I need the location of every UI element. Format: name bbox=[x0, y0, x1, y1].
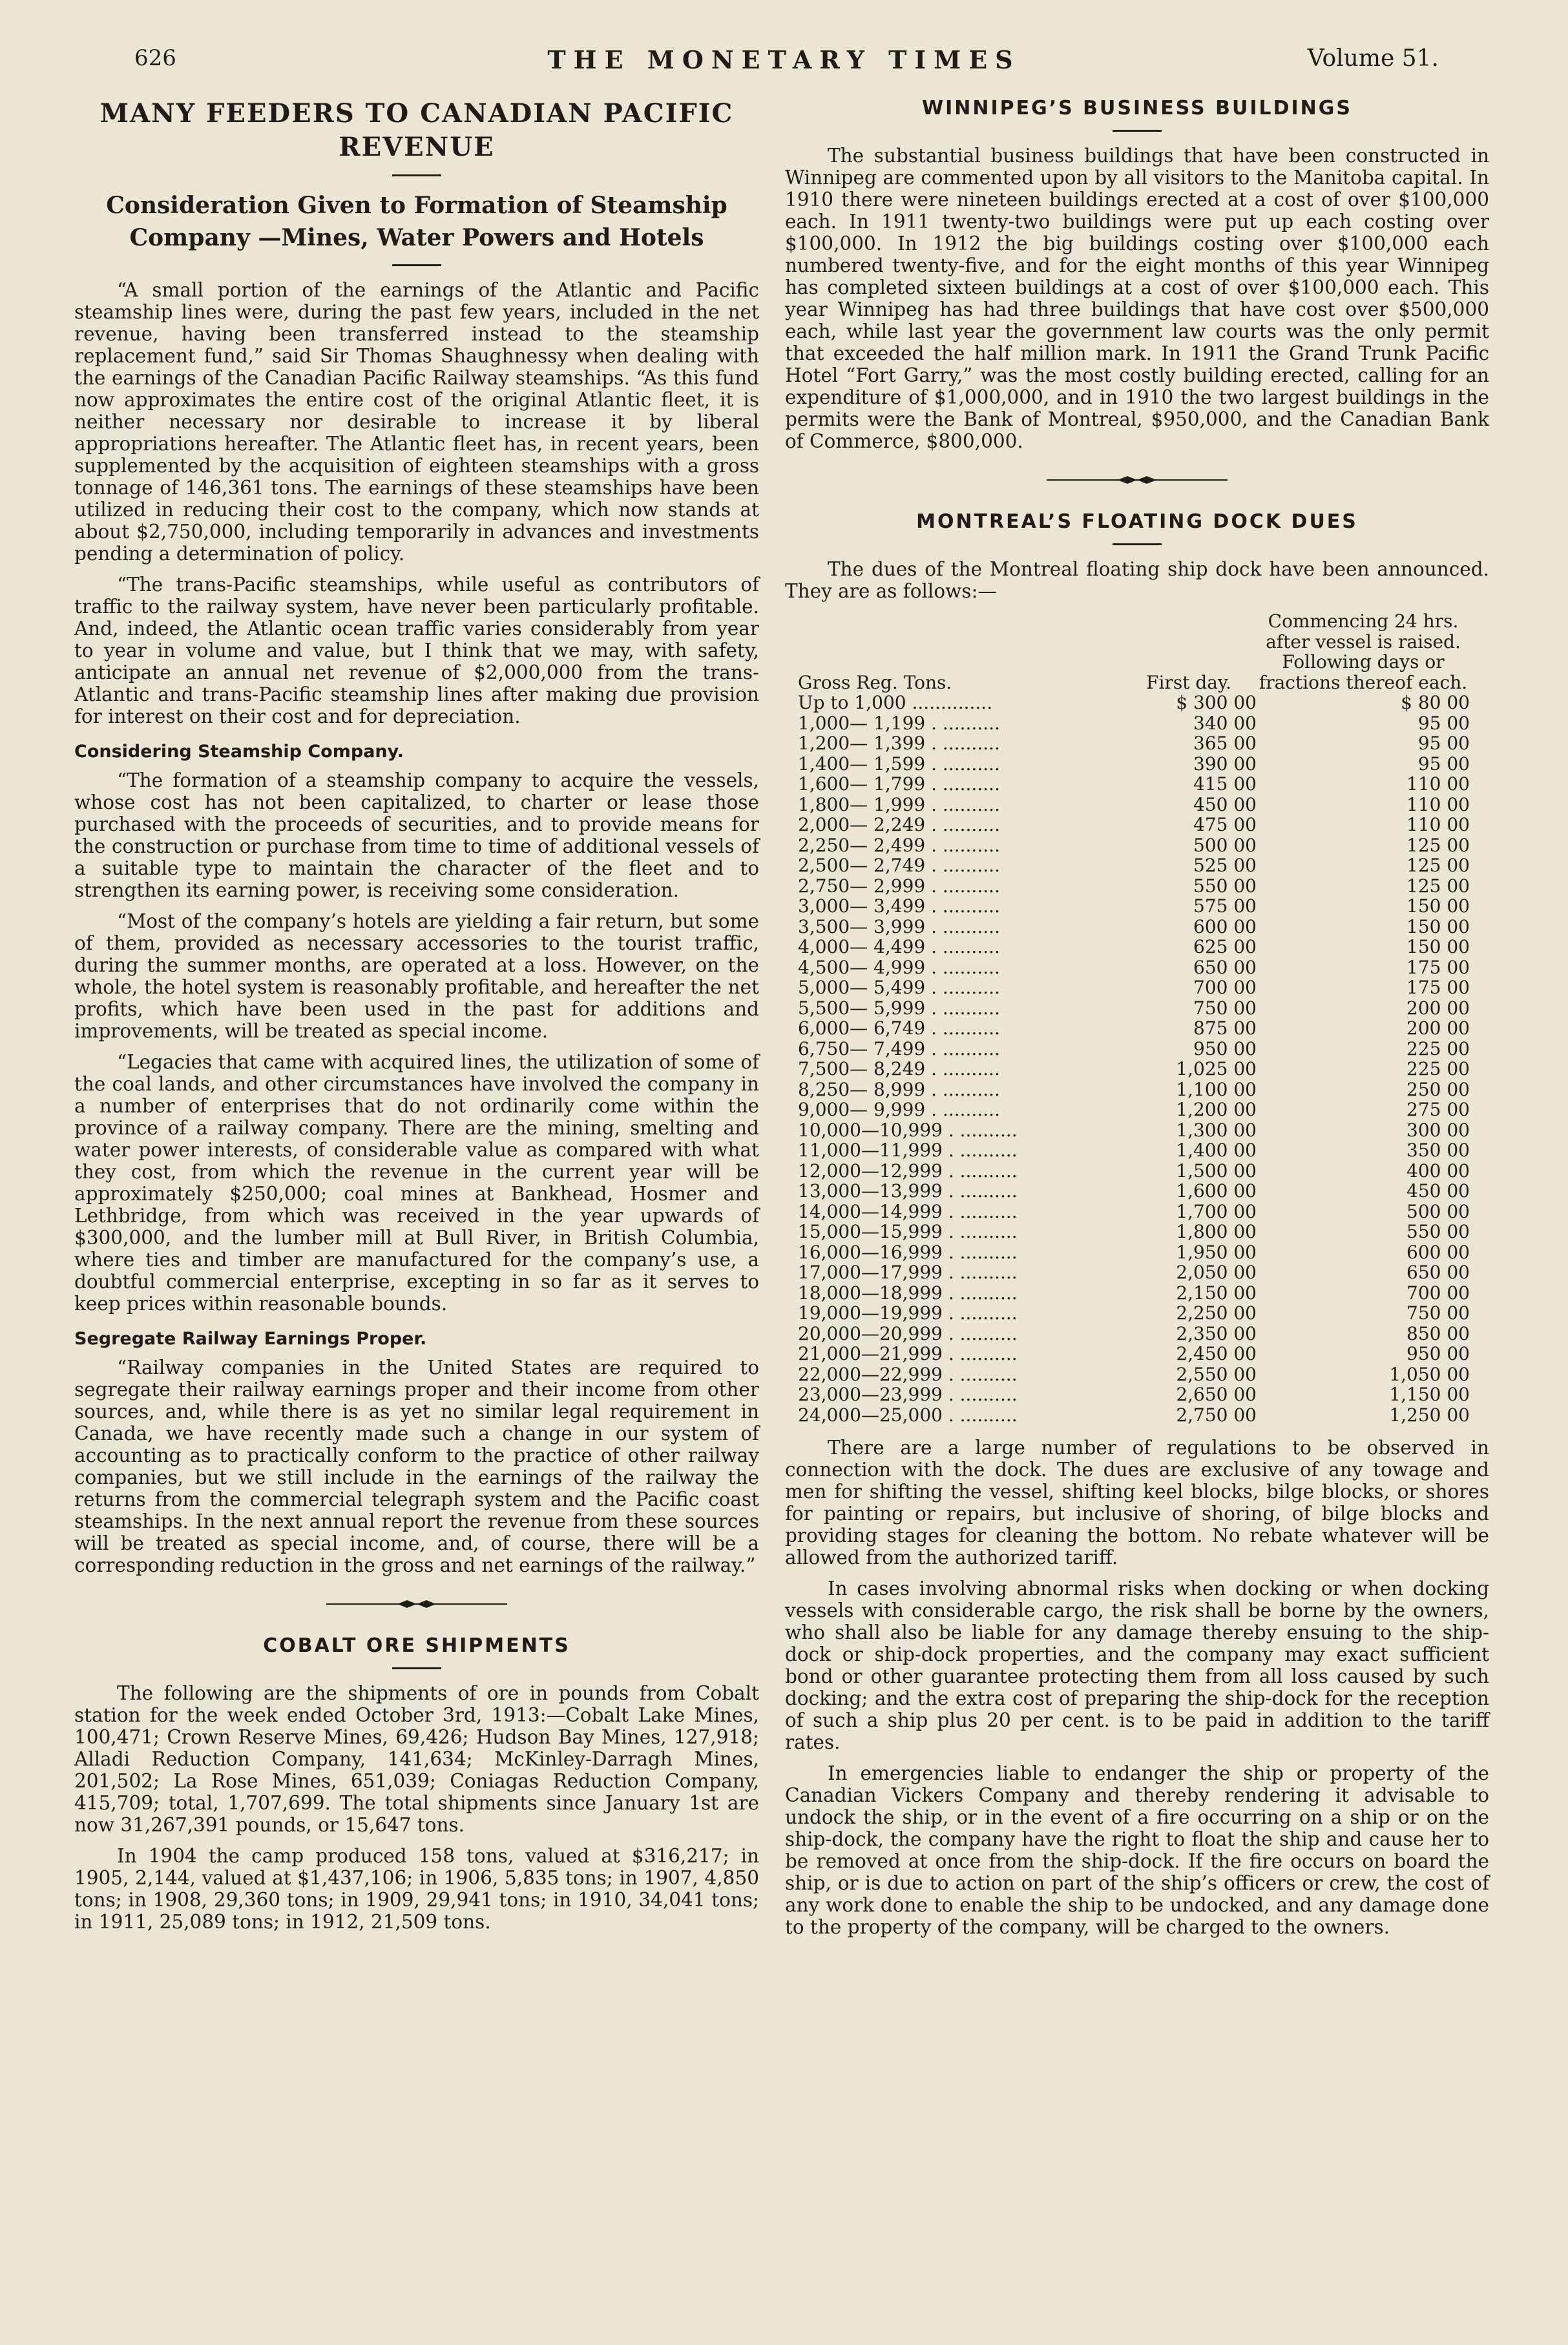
ornament-divider-icon bbox=[320, 1598, 514, 1610]
later-days-cell: 1,150 00 bbox=[1389, 1384, 1470, 1405]
table-row bbox=[798, 774, 1470, 795]
table-row bbox=[798, 1262, 1470, 1283]
tons-cell: 21,000—21,999 . .......... bbox=[798, 1343, 1018, 1364]
later-days-cell: 125 00 bbox=[1406, 834, 1470, 856]
table-row bbox=[798, 896, 1470, 917]
later-days-cell: 300 00 bbox=[1406, 1119, 1470, 1141]
tons-cell: 23,000—23,999 . .......... bbox=[798, 1384, 1018, 1405]
tons-cell: Up to 1,000 .............. bbox=[798, 692, 993, 713]
tons-cell: 13,000—13,999 . .......... bbox=[798, 1180, 1018, 1202]
tons-cell: 20,000—20,999 . .......... bbox=[798, 1322, 1018, 1344]
first-day-cell: 750 00 bbox=[1193, 997, 1257, 1019]
table-row bbox=[798, 937, 1470, 957]
first-day-cell: 550 00 bbox=[1193, 875, 1257, 897]
cpr-paragraph-4: “Most of the company’s hotels are yielding a fair return, but some of them, provided as necessary accessories to the tourist traffic, during the summer months, are operated at a loss. However, on the whole, the hotel system is reasonably profitable, and hereafter the net profits, which have been used in the past for additions and improvements, will be treated as special income. bbox=[74, 910, 759, 1042]
later-days-cell: 700 00 bbox=[1406, 1282, 1470, 1304]
later-days-cell: 225 00 bbox=[1406, 1037, 1470, 1059]
table-row bbox=[798, 1079, 1470, 1100]
first-day-cell: 1,950 00 bbox=[1176, 1241, 1257, 1263]
header-gross-tons: Gross Reg. Tons. bbox=[798, 671, 952, 693]
first-day-cell: 475 00 bbox=[1193, 814, 1257, 835]
winnipeg-rule bbox=[1113, 130, 1162, 132]
tons-cell: 16,000—16,999 . .......... bbox=[798, 1241, 1018, 1263]
page-number: 626 bbox=[134, 45, 176, 71]
later-days-cell: 175 00 bbox=[1406, 977, 1470, 998]
first-day-cell: 340 00 bbox=[1193, 712, 1257, 734]
later-days-cell: 175 00 bbox=[1406, 956, 1470, 978]
table-row bbox=[798, 1384, 1470, 1405]
tons-cell: 1,000— 1,199 . .......... bbox=[798, 712, 1000, 734]
right-column bbox=[785, 97, 1489, 1947]
later-days-cell: 225 00 bbox=[1406, 1058, 1470, 1079]
later-days-cell: 95 00 bbox=[1417, 733, 1470, 754]
dock-intro: The dues of the Montreal floating ship dock have been announced. They are as follows:— bbox=[785, 558, 1489, 602]
table-row bbox=[798, 1140, 1470, 1161]
first-day-cell: 500 00 bbox=[1193, 834, 1257, 856]
cpr-subhead-steamship: Considering Steamship Company. bbox=[74, 742, 404, 762]
tons-cell: 6,750— 7,499 . .......... bbox=[798, 1037, 1000, 1059]
later-days-cell: 200 00 bbox=[1406, 997, 1470, 1019]
later-days-cell: 450 00 bbox=[1406, 1180, 1470, 1202]
table-row bbox=[798, 1303, 1470, 1324]
volume-label: Volume 51. bbox=[1307, 45, 1439, 72]
cobalt-paragraph-2: In 1904 the camp produced 158 tons, valued at $316,217; in 1905, 2,144, valued at $1,437,106; in 1906, 5,835 tons; in 1907, 4,850 tons; in 1908, 29,360 tons; in 1909, 29,941 tons; in 1910, 34,041 tons; in 1911, 25,089 tons; in 1912, 21,509 tons. bbox=[74, 1845, 759, 1933]
first-day-cell: 875 00 bbox=[1193, 1017, 1257, 1039]
later-days-cell: 95 00 bbox=[1417, 753, 1470, 775]
first-day-cell: 525 00 bbox=[1193, 855, 1257, 876]
tons-cell: 1,800— 1,999 . .......... bbox=[798, 793, 1000, 815]
tons-cell: 6,000— 6,749 . .......... bbox=[798, 1017, 1000, 1039]
later-days-cell: 850 00 bbox=[1406, 1322, 1470, 1344]
tons-cell: 10,000—10,999 . .......... bbox=[798, 1119, 1018, 1141]
first-day-cell: 2,550 00 bbox=[1176, 1363, 1257, 1385]
first-day-cell: 1,025 00 bbox=[1176, 1058, 1257, 1079]
table-row bbox=[798, 1120, 1470, 1141]
first-day-cell: 575 00 bbox=[1193, 895, 1257, 917]
tons-cell: 4,000— 4,499 . .......... bbox=[798, 936, 1000, 957]
tons-cell: 2,250— 2,499 . .......... bbox=[798, 834, 1000, 856]
ornament-divider bbox=[785, 472, 1489, 491]
winnipeg-article-title: WINNIPEG’S BUSINESS BUILDINGS bbox=[922, 97, 1352, 120]
cpr-subhead-segregate: Segregate Railway Earnings Proper. bbox=[74, 1329, 427, 1349]
first-day-cell: 2,150 00 bbox=[1176, 1282, 1257, 1304]
cpr-paragraph-2: “The trans-Pacific steamships, while useful as contributors of traffic to the railway system, have never been particularly profitable. And, indeed, the Atlantic ocean traffic varies considerably from year to year in volume and value, but I think that we may, with safety, anticipate an annual net revenue of $2,000,000 from the trans-Atlantic and trans-Pacific steamship lines after making due provision for interest on their cost and for depreciation. bbox=[74, 574, 759, 727]
tons-cell: 11,000—11,999 . .......... bbox=[798, 1140, 1018, 1161]
cpr-article-title: MANY FEEDERS TO CANADIAN PACIFIC REVENUE bbox=[99, 98, 734, 162]
title-rule bbox=[392, 174, 441, 176]
table-row bbox=[798, 1181, 1470, 1202]
table-row bbox=[798, 1405, 1470, 1426]
cobalt-rule bbox=[392, 1667, 441, 1669]
table-row bbox=[798, 876, 1470, 897]
later-days-cell: 750 00 bbox=[1406, 1302, 1470, 1324]
table-row bbox=[798, 815, 1470, 835]
table-row bbox=[798, 754, 1470, 775]
dock-paragraph-1: There are a large number of regulations to be observed in connection with the dock. The dues are exclusive of any towage and men for shifting the vessel, shifting keel blocks, bilge blocks, or shores for painting or repairs, but inclusive of shoring, of bilge blocks and providing stages for cleaning the bottom. No rebate whatever will be allowed from the authorized tariff. bbox=[785, 1437, 1489, 1569]
table-row bbox=[798, 998, 1470, 1019]
first-day-cell: 650 00 bbox=[1193, 956, 1257, 978]
table-row bbox=[798, 1018, 1470, 1039]
table-row bbox=[798, 977, 1470, 998]
first-day-cell: 365 00 bbox=[1193, 733, 1257, 754]
table-row bbox=[798, 1283, 1470, 1304]
table-row bbox=[798, 795, 1470, 815]
tons-cell: 22,000—22,999 . .......... bbox=[798, 1363, 1018, 1385]
first-day-cell: 1,400 00 bbox=[1176, 1140, 1257, 1161]
tons-cell: 12,000—12,999 . .......... bbox=[798, 1160, 1018, 1182]
first-day-cell: 1,700 00 bbox=[1176, 1200, 1257, 1222]
cobalt-article-title: COBALT ORE SHIPMENTS bbox=[263, 1634, 570, 1657]
tons-cell: 2,000— 2,249 . .......... bbox=[798, 814, 1000, 835]
first-day-cell: 1,300 00 bbox=[1176, 1119, 1257, 1141]
tons-cell: 1,600— 1,799 . .......... bbox=[798, 773, 1000, 795]
dock-article-title: MONTREAL’S FLOATING DOCK DUES bbox=[916, 510, 1358, 533]
table-row bbox=[798, 1161, 1470, 1182]
cpr-paragraph-5: “Legacies that came with acquired lines, the utilization of some of the coal lands, and other circumstances have involved the company in a number of enterprises that do not ordinarily come within the province of a railway company. There are the mining, smelting and water power interests, of considerable value as compared with what they cost, from which the revenue in the current year will be approximately $250,000; coal mines at Bankhead, Hosmer and Lethbridge, from which was received in the year upwards of $300,000, and the lumber mill at Bull River, in British Columbia, where ties and timber are manufactured for the company’s use, a doubtful commercial enterprise, excepting in so far as it serves to keep prices within reasonable bounds. bbox=[74, 1051, 759, 1315]
table-row bbox=[798, 1364, 1470, 1385]
tons-cell: 14,000—14,999 . .......... bbox=[798, 1200, 1018, 1222]
table-row bbox=[798, 957, 1470, 978]
first-day-cell: 2,650 00 bbox=[1176, 1384, 1257, 1405]
table-row bbox=[798, 693, 1470, 713]
cpr-paragraph-3: “The formation of a steamship company to acquire the vessels, whose cost has not been capitalized, to charter or lease those purchased with the proceeds of securities, and to provide means for the construction or purchase from time to time of additional vessels of a suitable type to maintain the character of the fleet and to strengthen its earning power, is receiving some consideration. bbox=[74, 769, 759, 901]
tons-cell: 5,500— 5,999 . .......... bbox=[798, 997, 1000, 1019]
cpr-paragraph-6: “Railway companies in the United States are required to segregate their railway earnings proper and their income from other sources, and, while there is as yet no similar legal requirement in Canada, we have recently made such a change in our system of accounting as to practically conform to the practice of other railway companies, but we still include in the earnings of the railway the returns from the commercial telegraph system and the Pacific coast steamships. In the next annual report the revenue from these sources will be treated as special income, and, of course, there will be a corresponding reduction in the gross and net earnings of the railway.” bbox=[74, 1357, 759, 1576]
cpr-paragraph-1: “A small portion of the earnings of the Atlantic and Pacific steamship lines were, during the past few years, included in the net revenue, having been transferred instead to the steamship replacement fund,” said Sir Thomas Shaughnessy when dealing with the earnings of the Canadian Pacific Railway steamships. “As this fund now approximates the entire cost of the original Atlantic fleet, it is neither necessary nor desirable to increase it by liberal appropriations hereafter. The Atlantic fleet has, in recent years, been supplemented by the acquisition of eighteen steamships with a gross tonnage of 146,361 tons. The earnings of these steamships have been utilized in reducing their cost to the company, which now stands at about $2,750,000, including temporarily in advances and investments pending a determination of policy. bbox=[74, 279, 759, 565]
tons-cell: 2,500— 2,749 . .......... bbox=[798, 855, 1000, 876]
later-days-cell: 1,050 00 bbox=[1389, 1363, 1470, 1385]
dock-rule bbox=[1113, 543, 1162, 545]
later-days-cell: 1,250 00 bbox=[1389, 1404, 1470, 1426]
table-row bbox=[798, 733, 1470, 754]
later-days-cell: 150 00 bbox=[1406, 915, 1470, 937]
table-row bbox=[798, 1059, 1470, 1079]
header-first-day: First day. bbox=[1146, 671, 1231, 693]
later-days-cell: 110 00 bbox=[1406, 773, 1470, 795]
later-days-cell: 400 00 bbox=[1406, 1160, 1470, 1182]
tons-cell: 5,000— 5,499 . .......... bbox=[798, 977, 1000, 998]
tons-cell: 4,500— 4,999 . .......... bbox=[798, 956, 1000, 978]
table-row bbox=[798, 1100, 1470, 1120]
later-days-cell: 350 00 bbox=[1406, 1140, 1470, 1161]
tons-cell: 1,200— 1,399 . .......... bbox=[798, 733, 1000, 754]
header-commencing: Commencing 24 hrs. after vessel is raised. Following days or fractions thereof each. bbox=[1259, 610, 1468, 693]
first-day-cell: 2,750 00 bbox=[1176, 1404, 1257, 1426]
table-row bbox=[798, 1242, 1470, 1263]
tons-cell: 3,000— 3,499 . .......... bbox=[798, 895, 1000, 917]
ornament-divider-icon bbox=[1040, 474, 1234, 486]
table-row bbox=[798, 1222, 1470, 1242]
table-row bbox=[798, 713, 1470, 734]
first-day-cell: 1,800 00 bbox=[1176, 1221, 1257, 1242]
later-days-cell: 600 00 bbox=[1406, 1241, 1470, 1263]
later-days-cell: 150 00 bbox=[1406, 936, 1470, 957]
first-day-cell: 2,350 00 bbox=[1176, 1322, 1257, 1344]
later-days-cell: 550 00 bbox=[1406, 1221, 1470, 1242]
table-row bbox=[798, 1039, 1470, 1059]
first-day-cell: 2,050 00 bbox=[1176, 1262, 1257, 1283]
tons-cell: 19,000—19,999 . .......... bbox=[798, 1302, 1018, 1324]
later-days-cell: 250 00 bbox=[1406, 1078, 1470, 1100]
later-days-cell: $ 80 00 bbox=[1401, 692, 1470, 713]
winnipeg-paragraph: The substantial business buildings that have been constructed in Winnipeg are commented upon by all visitors to the Manitoba capital. In 1910 there were nineteen buildings erected at a cost of over $100,000 each. In 1911 twenty-two buildings were put up each costing over $100,000. In 1912 the big buildings costing over $100,000 each numbered twenty-five, and for the eight months of this year Winnipeg has completed sixteen buildings at a cost of over $100,000 each. This year Winnipeg has had three buildings that have cost over $500,000 each, while last year the government law courts was the only permit that exceeded the half million mark. In 1911 the Grand Trunk Pacific Hotel “Fort Garry,” was the most costly building erected, calling for an expenditure of $1,000,000, and in 1910 the two largest buildings in the permits were the Bank of Montreal, $950,000, and the Canadian Bank of Commerce, $800,000. bbox=[785, 145, 1489, 452]
later-days-cell: 110 00 bbox=[1406, 814, 1470, 835]
tons-cell: 9,000— 9,999 . .......... bbox=[798, 1099, 1000, 1120]
first-day-cell: 950 00 bbox=[1193, 1037, 1257, 1059]
tons-cell: 17,000—17,999 . .......... bbox=[798, 1262, 1018, 1283]
dock-paragraph-3: In emergencies liable to endanger the ship or property of the Canadian Vickers Company and thereby rendering it advisable to undock the ship, or in the event of a fire occurring on a ship or on the ship-dock, the company have the right to float the ship and cause her to be removed at once from the ship-dock. If the fire occurs on board the ship, or is due to action on part of the ship’s officers or crew, the cost of any work done to enable the ship to be undocked, and any damage done to the property of the company, will be charged to the owners. bbox=[785, 1762, 1489, 1938]
first-day-cell: $ 300 00 bbox=[1176, 692, 1257, 713]
tons-cell: 8,250— 8,999 . .......... bbox=[798, 1078, 1000, 1100]
tons-cell: 1,400— 1,599 . .......... bbox=[798, 753, 1000, 775]
subtitle-rule bbox=[392, 264, 441, 266]
table-row bbox=[798, 1324, 1470, 1344]
table-row bbox=[798, 1202, 1470, 1222]
later-days-cell: 110 00 bbox=[1406, 793, 1470, 815]
first-day-cell: 1,200 00 bbox=[1176, 1099, 1257, 1120]
tons-cell: 24,000—25,000 . .......... bbox=[798, 1404, 1018, 1426]
cobalt-paragraph-1: The following are the shipments of ore in pounds from Cobalt station for the week ended October 3rd, 1913:—Cobalt Lake Mines, 100,471; Crown Reserve Mines, 69,426; Hudson Bay Mines, 127,918; Alladi Reduction Company, 141,634; McKinley-Darragh Mines, 201,502; La Rose Mines, 651,039; Coniagas Reduction Company, 415,709; total, 1,707,699. The total shipments since January 1st are now 31,267,391 pounds, or 15,647 tons. bbox=[74, 1682, 759, 1836]
ornament-divider bbox=[74, 1596, 759, 1615]
later-days-cell: 200 00 bbox=[1406, 1017, 1470, 1039]
first-day-cell: 2,450 00 bbox=[1176, 1343, 1257, 1364]
table-row bbox=[798, 835, 1470, 856]
first-day-cell: 1,500 00 bbox=[1176, 1160, 1257, 1182]
dock-dues-rows bbox=[798, 693, 1470, 1425]
first-day-cell: 450 00 bbox=[1193, 793, 1257, 815]
tons-cell: 18,000—18,999 . .......... bbox=[798, 1282, 1018, 1304]
first-day-cell: 700 00 bbox=[1193, 977, 1257, 998]
table-row bbox=[798, 1344, 1470, 1364]
tons-cell: 7,500— 8,249 . .......... bbox=[798, 1058, 1000, 1079]
first-day-cell: 415 00 bbox=[1193, 773, 1257, 795]
later-days-cell: 125 00 bbox=[1406, 875, 1470, 897]
tons-cell: 3,500— 3,999 . .......... bbox=[798, 915, 1000, 937]
table-row bbox=[798, 855, 1470, 876]
publication-title: THE MONETARY TIMES bbox=[547, 45, 1021, 74]
dock-paragraph-2: In cases involving abnormal risks when docking or when docking vessels with considerable cargo, the risk shall be borne by the owners, who shall also be liable for any damage thereby ensuing to the ship-dock or ship-dock properties, and the company may exact sufficient bond or other guarantee protecting them from all loss caused by such docking; and the extra cost of preparing the ship-dock for the reception of such a ship plus 20 per cent. is to be paid in addition to the tariff rates. bbox=[785, 1578, 1489, 1753]
later-days-cell: 950 00 bbox=[1406, 1343, 1470, 1364]
table-row bbox=[798, 917, 1470, 937]
page-header bbox=[129, 45, 1439, 84]
first-day-cell: 600 00 bbox=[1193, 915, 1257, 937]
tons-cell: 15,000—15,999 . .......... bbox=[798, 1221, 1018, 1242]
first-day-cell: 625 00 bbox=[1193, 936, 1257, 957]
left-column bbox=[74, 97, 759, 1942]
later-days-cell: 500 00 bbox=[1406, 1200, 1470, 1222]
first-day-cell: 1,600 00 bbox=[1176, 1180, 1257, 1202]
later-days-cell: 275 00 bbox=[1406, 1099, 1470, 1120]
later-days-cell: 95 00 bbox=[1417, 712, 1470, 734]
tons-cell: 2,750— 2,999 . .......... bbox=[798, 875, 1000, 897]
cpr-article-subtitle: Consideration Given to Formation of Steamship Company —Mines, Water Powers and Hotels bbox=[106, 192, 727, 251]
later-days-cell: 150 00 bbox=[1406, 895, 1470, 917]
later-days-cell: 650 00 bbox=[1406, 1262, 1470, 1283]
first-day-cell: 1,100 00 bbox=[1176, 1078, 1257, 1100]
dock-dues-table bbox=[798, 611, 1470, 1425]
first-day-cell: 2,250 00 bbox=[1176, 1302, 1257, 1324]
first-day-cell: 390 00 bbox=[1193, 753, 1257, 775]
later-days-cell: 125 00 bbox=[1406, 855, 1470, 876]
